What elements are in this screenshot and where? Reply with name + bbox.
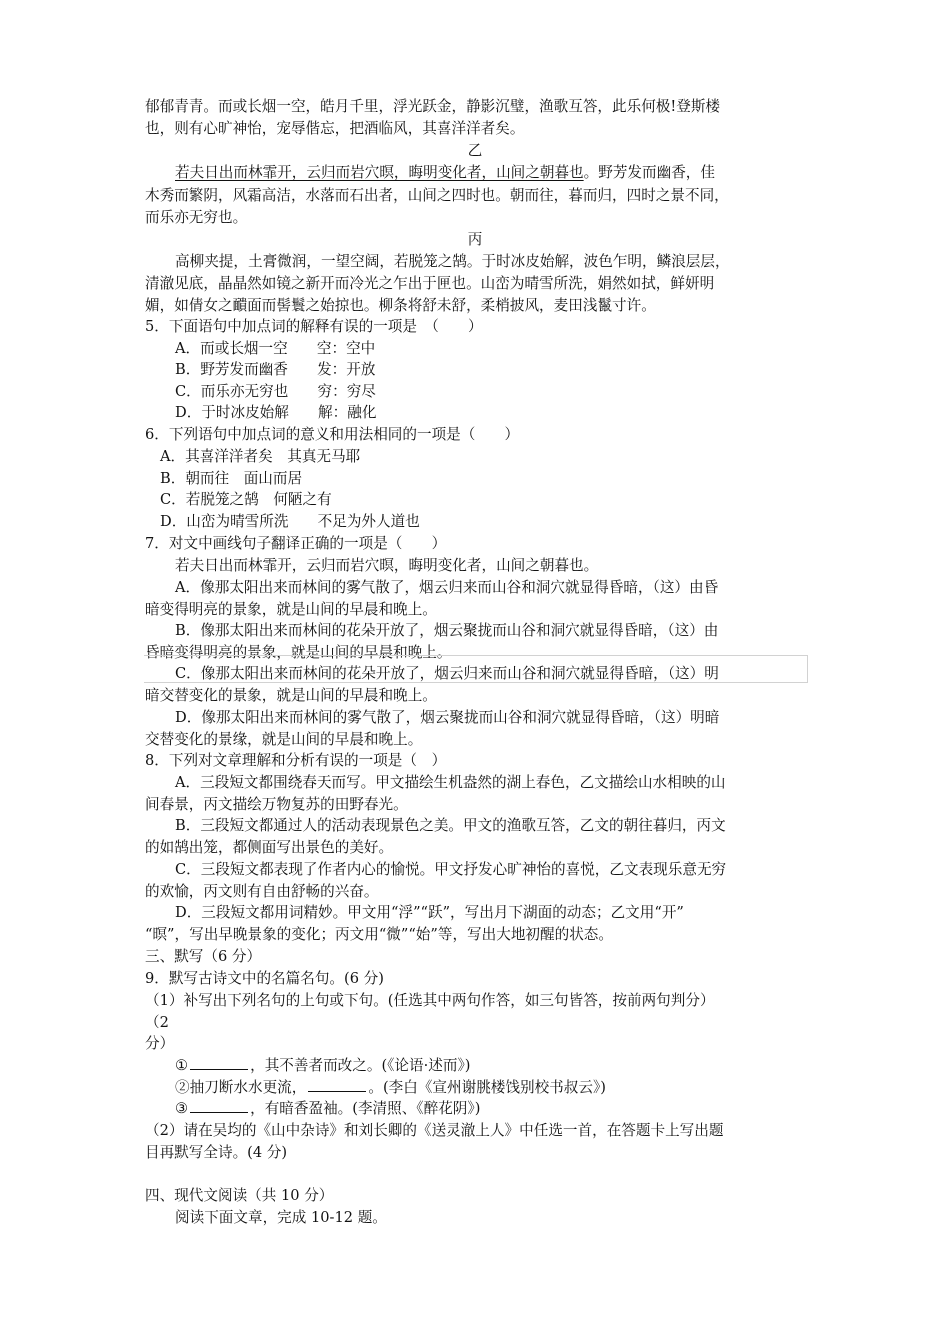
q5-option-a: A．而或长烟一空 空：空中	[175, 340, 376, 357]
q9-part1-line-1: （1）补写出下列名句的上句或下句。(任选其中两句作答，如三句皆答，按前两句判分）	[145, 992, 715, 1009]
yi-heading: 乙	[467, 142, 483, 159]
q7-option-a-line-1: A．像那太阳出来而林间的雾气散了，烟云归来而山谷和洞穴就显得昏暗，（这）由昏	[175, 579, 719, 596]
q6-stem: 6．下列语句中加点词的意义和用法相同的一项是（ ）	[145, 426, 520, 443]
bing-line-1: 高柳夹提，土膏微润，一望空阔，若脱笼之鹄。于时冰皮始解，波色乍明，鳞浪层层，	[175, 253, 730, 270]
bing-line-3: 媚，如倩女之靧面而髻鬟之始掠也。柳条将舒未舒，柔梢披风，麦田浅鬣寸许。	[145, 297, 656, 314]
q8-option-d-line-2: “暝”，写出早晚景象的变化；丙文用“微”“始”等，写出大地初醒的状态。	[145, 926, 613, 943]
q9-part2-line-1: （2）请在吴均的《山中杂诗》和刘长卿的《送灵澈上人》中任选一首，在答题卡上写出题	[145, 1122, 724, 1139]
q9-item-2-prefix: ②抽刀断水水更流，	[175, 1079, 307, 1096]
q7-option-c-line-1: C．像那太阳出来而林间的花朵开放了，烟云归来而山谷和洞穴就显得昏暗，（这）明	[175, 665, 719, 682]
q7-option-a-line-2: 暗变得明亮的景象，就是山间的早晨和晚上。	[145, 601, 437, 618]
bing-line-2: 清澈见底，晶晶然如镜之新开而冷光之乍出于匣也。山峦为晴雪所洗，娟然如拭，鲜妍明	[145, 275, 715, 292]
q6-option-c: C．若脱笼之鹄 何陋之有	[160, 491, 332, 508]
q9-part1-line-3: 分）	[145, 1035, 175, 1052]
section-4-heading: 四、现代文阅读（共 10 分）	[145, 1187, 334, 1204]
q8-option-b-line-2: 的如鹄出笼，都侧面写出景色的美好。	[145, 839, 394, 856]
q9-item-3	[175, 1098, 480, 1120]
bing-heading: 丙	[467, 231, 483, 248]
q8-stem: 8．下列对文章理解和分析有误的一项是（ ）	[145, 752, 447, 769]
q9-item-1-prefix: ①	[175, 1057, 189, 1074]
q8-option-d-line-1: D．三段短文都用词精妙。甲文用“浮”“跃”，写出月下湖面的动态；乙文用“开”	[175, 904, 684, 921]
jia-line-1: 郁郁青青。而或长烟一空，皓月千里，浮光跃金，静影沉璧，渔歌互答，此乐何极!登斯楼	[145, 98, 721, 115]
q8-option-c-line-2: 的欢愉，丙文则有自由舒畅的兴奋。	[145, 883, 379, 900]
q7-option-d-line-2: 交替变化的景缘，就是山间的早晨和晚上。	[145, 731, 423, 748]
q9-item-1-suffix: ，其不善者而改之。(《论语·述而》)	[250, 1057, 471, 1074]
q7-option-b-line-1: B．像那太阳出来而林间的花朵开放了，烟云聚拢而山谷和洞穴就显得昏暗，（这）由	[175, 622, 719, 639]
q5-option-d: D．于时冰皮始解 解：融化	[175, 404, 377, 421]
q9-part2-line-2: 目再默写全诗。(4 分)	[145, 1144, 288, 1161]
q8-option-a-line-2: 间春景，丙文描绘万物复苏的田野春光。	[145, 796, 408, 813]
section-4-intro: 阅读下面文章，完成 10-12 题。	[175, 1209, 387, 1226]
yi-line-2: 木秀而繁阴，风霜高洁，水落而石出者，山间之四时也。朝而往，暮而归，四时之景不同，	[145, 187, 729, 204]
answer-blank-1[interactable]	[190, 1055, 248, 1070]
yi-line-1	[175, 162, 715, 184]
q7-option-d-line-1: D．像那太阳出来而林间的雾气散了，烟云聚拢而山谷和洞穴就显得昏暗，（这）明暗	[175, 709, 720, 726]
q5-stem: 5．下面语句中加点词的解释有误的一项是 （ ）	[145, 318, 483, 335]
answer-blank-2[interactable]	[308, 1077, 366, 1092]
q9-item-1	[175, 1055, 470, 1077]
jia-line-2: 也，则有心旷神怡，宠辱偕忘，把酒临风，其喜洋洋者矣。	[145, 120, 525, 137]
q6-option-d: D．山峦为晴雪所洗 不足为外人道也	[160, 513, 420, 530]
q9-item-3-prefix: ③	[175, 1100, 189, 1117]
q9-item-3-suffix: ，有暗香盈袖。(李清照、《醉花阴》)	[250, 1100, 481, 1117]
q6-option-a: A．其喜洋洋者矣 其真无马耶	[160, 448, 361, 465]
q8-option-b-line-1: B．三段短文都通过人的活动表现景色之美。甲文的渔歌互答，乙文的朝往暮归，丙文	[175, 817, 726, 834]
q5-option-b: B．野芳发而幽香 发：开放	[175, 361, 376, 378]
q9-part1-line-2: （2	[145, 1014, 169, 1031]
q7-option-c-line-2: 暗交替变化的景象，就是山间的早晨和晚上。	[145, 687, 437, 704]
q7-stem: 7．对文中画线句子翻译正确的一项是（ ）	[145, 535, 447, 552]
q8-option-a-line-1: A．三段短文都围绕春天而写。甲文描绘生机盎然的湖上春色，乙文描绘山水相映的山	[175, 774, 726, 791]
q7-option-b-line-2: 昏暗变得明亮的景象，就是山间的早晨和晚上。	[145, 644, 452, 661]
yi-line-1-rest: 。野芳发而幽香，佳	[583, 164, 715, 181]
section-3-heading: 三、默写（6 分）	[145, 948, 262, 965]
q9-stem: 9．默写古诗文中的名篇名句。(6 分)	[145, 970, 384, 987]
yi-line-3: 而乐亦无穷也。	[145, 209, 248, 226]
q8-option-c-line-1: C．三段短文都表现了作者内心的愉悦。甲文抒发心旷神怡的喜悦，乙文表现乐意无穷	[175, 861, 727, 878]
q6-option-b: B．朝而往 面山而居	[160, 470, 303, 487]
q7-sentence: 若夫日出而林霏开，云归而岩穴暝，晦明变化者，山间之朝暮也。	[175, 557, 599, 574]
q9-item-2	[175, 1077, 606, 1099]
q9-item-2-suffix: 。(李白《宣州谢朓楼饯别校书叔云》)	[368, 1079, 606, 1096]
answer-blank-3[interactable]	[190, 1098, 248, 1113]
q5-option-c: C．而乐亦无穷也 穷：穷尽	[175, 383, 376, 400]
yi-underlined-sentence: 若夫日出而林霏开，云归而岩穴暝，晦明变化者，山间之朝暮也	[175, 164, 584, 181]
